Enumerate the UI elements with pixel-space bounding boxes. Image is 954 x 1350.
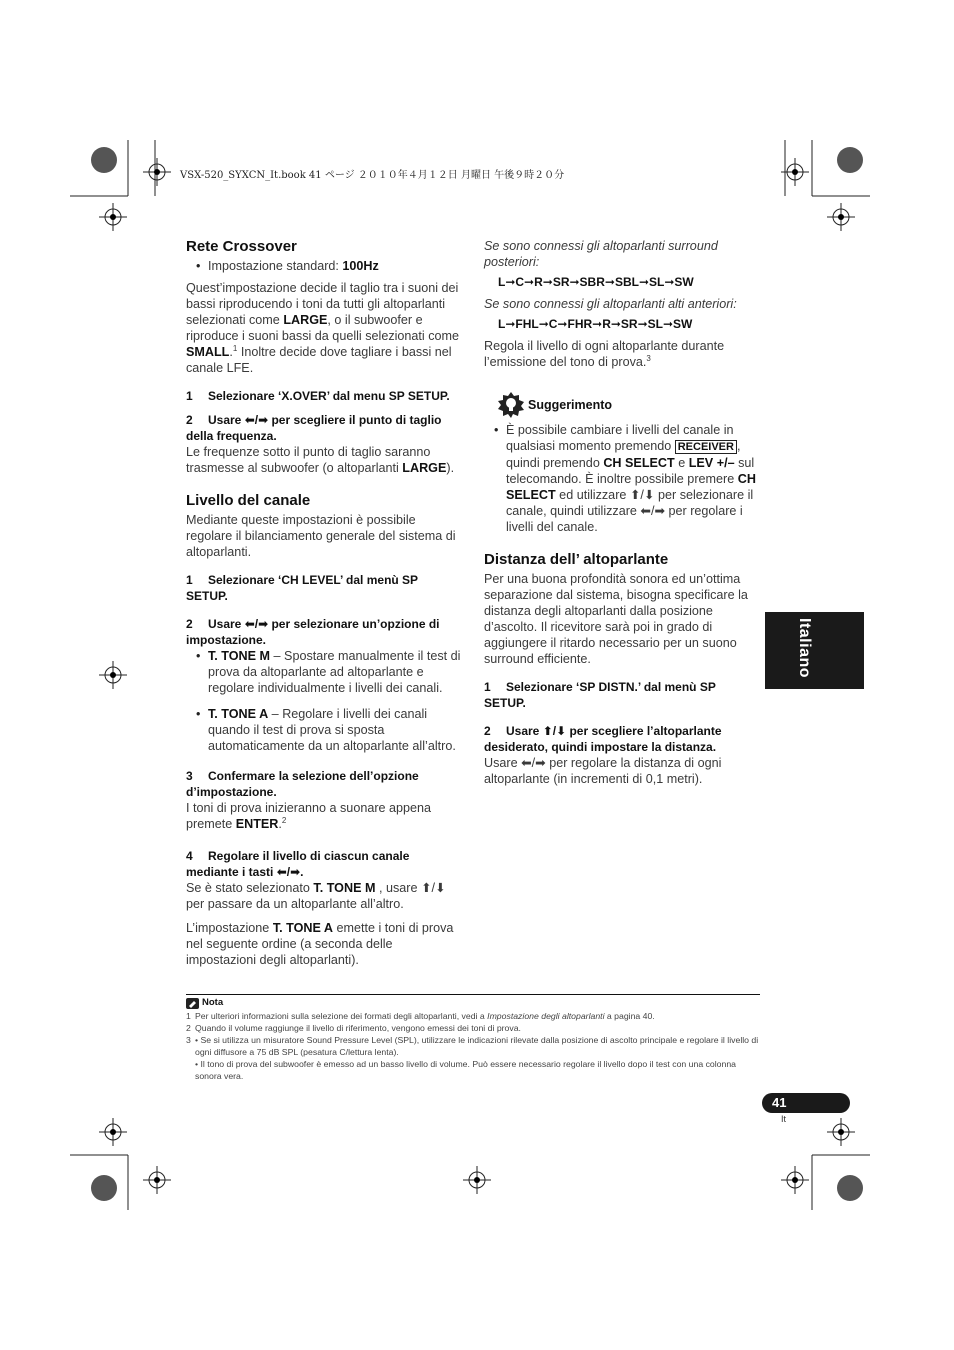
note-icon [186, 998, 199, 1009]
test-tone-sequence-front-high: L➞FHL➞C➞FHR➞R➞SR➞SL➞SW [498, 317, 693, 331]
crossover-step-2: 2 Usare ⬅/➡ per scegliere il punto di taglio della frequenza. [186, 413, 442, 443]
section-title-channel-level: Livello del canale [186, 492, 311, 509]
footnote-1: 1 Per ulteriori informazioni sulla selezione dei formati degli altoparlanti, vedi a Impostazione degli altoparlanti a pagina 40. [186, 1011, 655, 1021]
footnotes [186, 994, 760, 1082]
language-side-tab [765, 612, 864, 689]
channel-level-intro: Mediante queste impostazioni è possibile regolare il bilanciamento generale del sistema di altoparlanti. [186, 513, 456, 559]
crossover-default-list [186, 258, 462, 274]
option-t-tone-a: • T. TONE A – Regolare i livelli dei canali quando il test di prova si sposta automaticamente da un altoparlante all’altro. [186, 706, 462, 754]
page-number-badge [762, 1093, 850, 1113]
crossover-default-item: • Impostazione standard: 100Hz [186, 258, 462, 274]
distance-step-1: 1 Selezionare ‘SP DISTN.’ dal menù SP SETUP. [484, 680, 716, 710]
left-column [186, 238, 462, 976]
distance-step-2-note: Usare ⬅/➡ per regolare la distanza di ogni altoparlante (in incrementi di 0,1 metri). [484, 756, 722, 786]
channel-step-1: 1 Selezionare ‘CH LEVEL’ dal menù SP SETUP. [186, 573, 418, 603]
crossover-step-2-note: Le frequenze sotto il punto di taglio saranno trasmesse al subwoofer (o altoparlanti LARGE). [186, 445, 455, 475]
page-language-code: It [781, 1114, 787, 1124]
channel-step-3: 3 Confermare la selezione dell’opzione d’impostazione. [186, 769, 419, 799]
footnote-3: 3 • Se si utilizza un misuratore Sound Pressure Level (SPL), utilizzare le indicazioni rilevate dalla posizione di ascolto principale e regolare il livello di ogni diffusore a 75 dB SPL (pesatura C/lettura lenta). • Il tono di prova del subwoofer è emesso ad un basso livello di volume. Può essere necessario regolare il livello dopo il test con una colonna sonora vera. [186, 1035, 759, 1081]
footnote-2: 2 Quando il volume raggiunge il livello di riferimento, vengono emessi dei toni di prova. [186, 1023, 521, 1033]
tip-header [498, 392, 756, 418]
tip-list [484, 422, 756, 535]
channel-options-list [186, 648, 462, 754]
front-high-label: Se sono connessi gli altoparlanti alti anteriori: [484, 297, 737, 311]
footnote-rule [186, 994, 760, 995]
channel-step-2: 2 Usare ⬅/➡ per selezionare un’opzione di impostazione. [186, 617, 440, 647]
print-file-header: VSX-520_SYXCN_It.book 41 ページ ２０１０年４月１２日 月曜日 午後９時２０分 [180, 170, 565, 181]
tip-title: Suggerimento [528, 398, 613, 412]
section-title-distance: Distanza dell’ altoparlante [484, 551, 669, 568]
page-number: 41 [772, 1095, 787, 1110]
language-side-tab-label: Italiano [796, 618, 813, 679]
distance-step-2: 2 Usare ⬆/⬇ per scegliere l’altoparlante desiderato, quindi impostare la distanza. [484, 724, 722, 754]
channel-auto-order-note: L’impostazione T. TONE A emette i toni di prova nel seguente ordine (a seconda delle impostazioni degli altoparlanti). [186, 921, 454, 967]
option-t-tone-m: • T. TONE M – Spostare manualmente il test di prova da altoparlante ad altoparlante e regolare individualmente i livelli dei canali. [186, 648, 462, 696]
tip-box [484, 392, 756, 535]
right-column [484, 238, 756, 795]
distance-intro: Per una buona profondità sonora ed un’ottima separazione dal sistema, bisogna specificare la distanza degli altoparlanti dalla posizione d’ascolto. Il ricevitore sarà poi in grado di aggiungere il ritardo necessario per un suono surround efficiente. [484, 572, 748, 666]
receiver-button-label: RECEIVER [675, 440, 737, 454]
channel-step-4-note: Se è stato selezionato T. TONE M , usare ⬆/⬇ per passare da un altoparlante all’altro. [186, 881, 446, 911]
channel-step-4: 4 Regolare il livello di ciascun canale mediante i tasti ⬅/➡. [186, 849, 410, 879]
crossover-description: Quest’impostazione decide il taglio tra i suoni dei bassi riproducendo i toni da tutti gli altoparlanti selezionati come LARGE, o il subwoofer e riproduce i suoni bassi da quelli selezionati come SMALL.$^1$ Inoltre decide dove tagliare i bassi nel canale LFE. [186, 281, 460, 375]
test-tone-sequence-rear: L➞C➞R➞SR➞SBR➞SBL➞SL➞SW [498, 275, 694, 289]
section-title-crossover: Rete Crossover [186, 238, 297, 255]
channel-step-3-note: I toni di prova inizieranno a suonare appena premete ENTER.$^2$ [186, 801, 432, 831]
adjust-during-tone: Regola il livello di ogni altoparlante durante l’emissione del tono di prova.$^3$ [484, 339, 725, 369]
lightbulb-icon [498, 392, 524, 418]
footnote-title: Nota [202, 997, 224, 1008]
footnote-header [186, 997, 760, 1009]
tip-item: • È possibile cambiare i livelli del canale in qualsiasi momento premendo RECEIVER , quindi premendo CH SELECT e LEV +/– sul telecomando. È inoltre possibile premere CH SELECT ed utilizzare ⬆/⬇ per selezionare il canale, quindi utilizzare ⬅/➡ per regolare i livelli del canale. [484, 422, 756, 535]
surround-rear-label: Se sono connessi gli altoparlanti surround posteriori: [484, 239, 718, 269]
crossover-step-1: 1 Selezionare ‘X.OVER’ dal menu SP SETUP. [186, 389, 450, 403]
